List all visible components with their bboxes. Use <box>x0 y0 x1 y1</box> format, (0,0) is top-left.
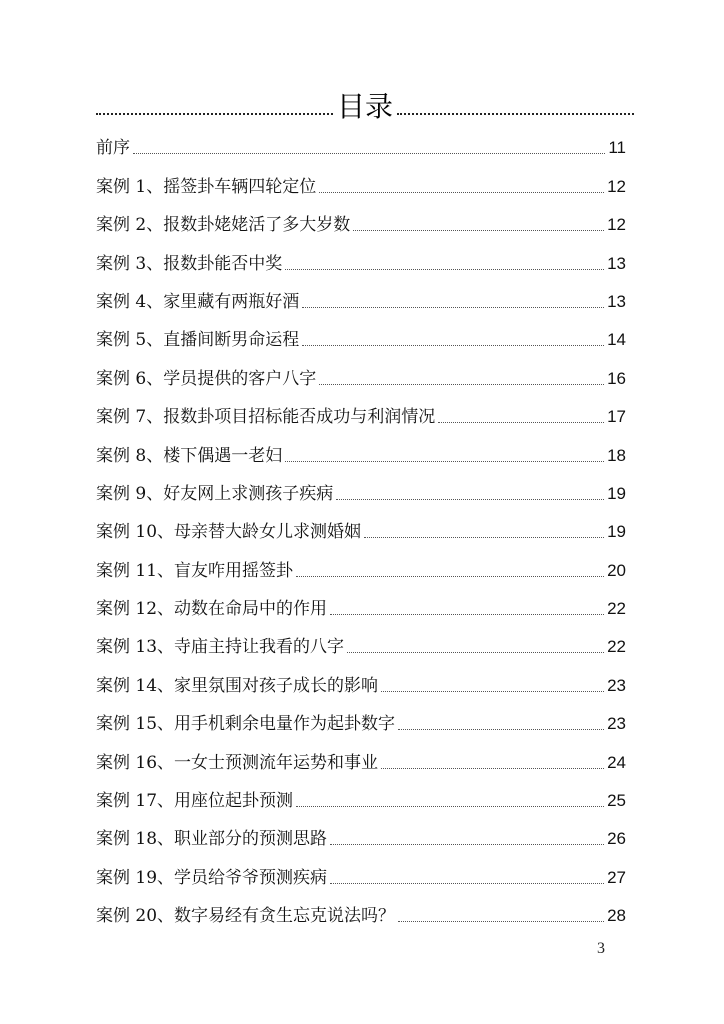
toc-entry-leader <box>364 537 604 538</box>
toc-entry-leader <box>285 461 604 462</box>
toc-entry-leader <box>381 691 604 692</box>
toc-entry-page: 14 <box>607 330 626 350</box>
page-number: 3 <box>597 940 605 957</box>
toc-entry[interactable] <box>96 774 626 812</box>
toc-entry-page: 19 <box>607 522 626 542</box>
toc-entry-leader <box>398 921 604 922</box>
toc-entry[interactable] <box>96 735 626 773</box>
toc-entry[interactable] <box>96 159 626 197</box>
toc-entry-page: 27 <box>607 867 626 887</box>
header-leader-right <box>397 113 634 115</box>
toc-entry-page: 11 <box>608 138 626 158</box>
toc-entry[interactable] <box>96 582 626 620</box>
toc-entry-title: 案例 17、用座位起卦预测 <box>96 791 294 812</box>
toc-entry-title: 前序 <box>96 138 130 159</box>
toc-entry[interactable] <box>96 658 626 696</box>
toc-entry-leader <box>398 729 604 730</box>
toc-entry-page: 26 <box>607 829 626 849</box>
toc-entry-title: 案例 2、报数卦姥姥活了多大岁数 <box>96 215 351 236</box>
toc-entry[interactable] <box>96 351 626 389</box>
toc-entry[interactable] <box>96 275 626 313</box>
toc-entry-page: 18 <box>607 445 626 465</box>
toc-entry[interactable] <box>96 236 626 274</box>
toc-entry-title: 案例 7、报数卦项目招标能否成功与利润情况 <box>96 407 436 428</box>
toc-entry-page: 12 <box>607 176 626 196</box>
toc-entry-title: 案例 16、一女士预测流年运势和事业 <box>96 752 379 773</box>
toc-entry-title: 案例 8、楼下偶遇一老妇 <box>96 445 283 466</box>
toc-entry-page: 12 <box>607 215 626 235</box>
toc-entry[interactable] <box>96 121 626 159</box>
toc-entry-title: 案例 9、好友网上求测孩子疾病 <box>96 483 334 504</box>
toc-entry-leader <box>302 307 604 308</box>
toc-entry-title: 案例 14、家里氛围对孩子成长的影响 <box>96 675 379 696</box>
toc-entry-leader <box>285 269 604 270</box>
toc-entry-page: 19 <box>607 483 626 503</box>
toc-entry[interactable] <box>96 313 626 351</box>
toc-entry-leader <box>296 576 604 577</box>
toc-entry-title: 案例 6、学员提供的客户八字 <box>96 368 317 389</box>
toc-entry-leader <box>330 614 604 615</box>
toc-entry[interactable] <box>96 889 626 927</box>
toc-entry-leader <box>330 844 604 845</box>
toc-entry-title: 案例 11、盲友咋用摇签卦 <box>96 560 294 581</box>
toc-entry[interactable] <box>96 390 626 428</box>
toc-entry-leader <box>381 768 604 769</box>
toc-entry-page: 13 <box>607 291 626 311</box>
header-leader-left <box>96 113 333 115</box>
toc-entry[interactable] <box>96 543 626 581</box>
toc-entry-page: 23 <box>607 675 626 695</box>
toc-entry-page: 13 <box>607 253 626 273</box>
toc-entry-title: 案例 5、直播间断男命运程 <box>96 330 300 351</box>
toc-entry-title: 案例 12、动数在命局中的作用 <box>96 599 328 620</box>
toc-entry-title: 案例 20、数字易经有贪生忘克说法吗？ <box>96 906 396 927</box>
toc-entry[interactable] <box>96 697 626 735</box>
toc-entry-leader <box>336 499 604 500</box>
toc-list <box>96 121 626 927</box>
toc-entry[interactable] <box>96 467 626 505</box>
toc-entry-leader <box>296 806 604 807</box>
toc-entry-page: 25 <box>607 791 626 811</box>
toc-entry-leader <box>133 153 605 154</box>
toc-entry[interactable] <box>96 428 626 466</box>
toc-entry-title: 案例 19、学员给爷爷预测疾病 <box>96 867 328 888</box>
toc-entry-leader <box>353 230 604 231</box>
toc-entry-leader <box>438 422 604 423</box>
toc-entry-title: 案例 10、母亲替大龄女儿求测婚姻 <box>96 522 362 543</box>
toc-entry-page: 16 <box>607 368 626 388</box>
toc-entry-title: 案例 4、家里藏有两瓶好酒 <box>96 291 300 312</box>
toc-entry[interactable] <box>96 505 626 543</box>
toc-entry-leader <box>319 384 604 385</box>
toc-entry[interactable] <box>96 812 626 850</box>
toc-entry-title: 案例 15、用手机剩余电量作为起卦数字 <box>96 714 396 735</box>
toc-entry-leader <box>302 345 604 346</box>
toc-entry-page: 22 <box>607 637 626 657</box>
toc-entry-page: 20 <box>607 560 626 580</box>
toc-entry-leader <box>319 192 604 193</box>
toc-entry-title: 案例 1、摇签卦车辆四轮定位 <box>96 176 317 197</box>
toc-entry-title: 案例 3、报数卦能否中奖 <box>96 253 283 274</box>
toc-title: 目录 <box>337 90 394 123</box>
toc-header <box>96 84 634 124</box>
toc-entry[interactable] <box>96 620 626 658</box>
toc-entry-leader <box>330 883 604 884</box>
toc-entry-page: 17 <box>607 407 626 427</box>
toc-entry-page: 23 <box>607 714 626 734</box>
toc-entry[interactable] <box>96 198 626 236</box>
toc-entry-page: 22 <box>607 599 626 619</box>
toc-entry-title: 案例 18、职业部分的预测思路 <box>96 829 328 850</box>
toc-entry-page: 24 <box>607 752 626 772</box>
toc-entry-page: 28 <box>607 906 626 926</box>
toc-entry-leader <box>347 652 604 653</box>
toc-entry-title: 案例 13、寺庙主持让我看的八字 <box>96 637 345 658</box>
toc-entry[interactable] <box>96 850 626 888</box>
